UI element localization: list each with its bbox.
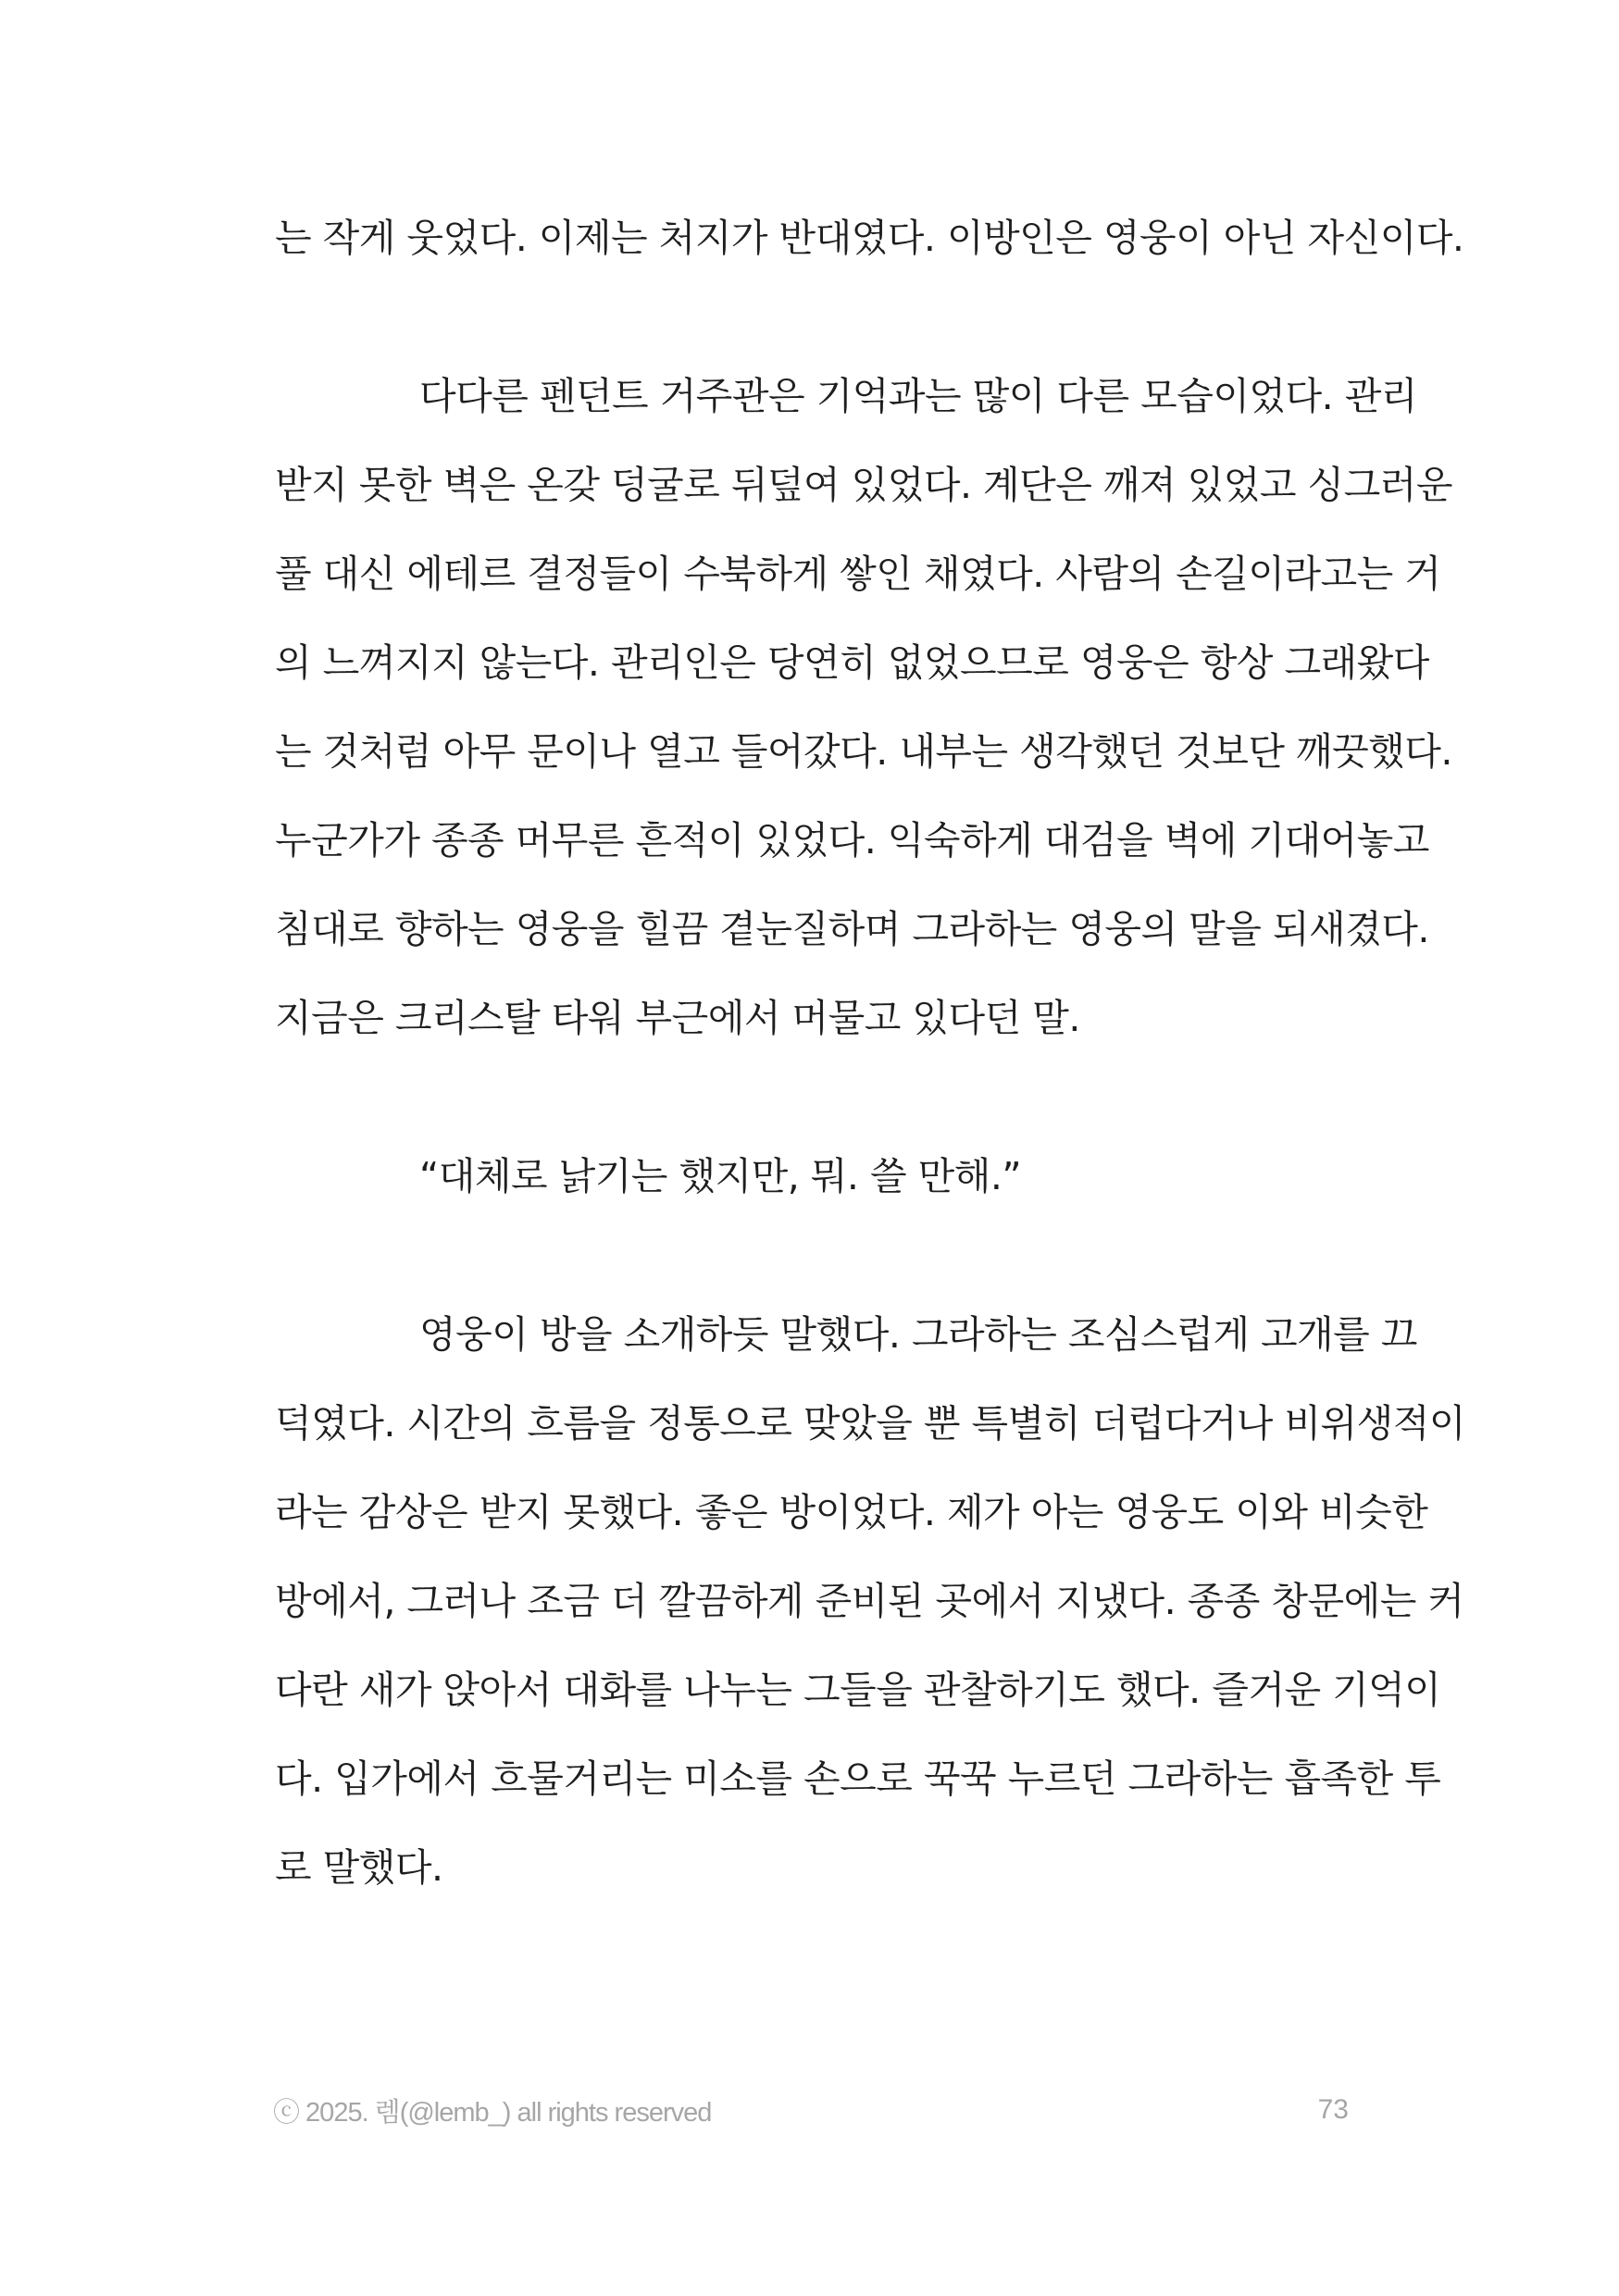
- body-line: 누군가가 종종 머무른 흔적이 있었다. 익숙하게 대검을 벽에 기대어놓고: [275, 818, 1429, 863]
- body-line: 다. 입가에서 흐물거리는 미소를 손으로 꾹꾹 누르던 그라하는 흡족한 투: [275, 1756, 1441, 1801]
- body-line: 로 말했다.: [275, 1845, 443, 1890]
- paragraph-first-line: 다다른 펜던트 거주관은 기억과는 많이 다른 모습이었다. 관리: [419, 374, 1417, 418]
- body-line: 의 느껴지지 않는다. 관리인은 당연히 없었으므로 영웅은 항상 그래왔다: [275, 640, 1429, 685]
- body-line: 는 작게 웃었다. 이제는 처지가 반대였다. 이방인은 영웅이 아닌 자신이다.: [275, 216, 1464, 260]
- body-line: 는 것처럼 아무 문이나 열고 들어갔다. 내부는 생각했던 것보단 깨끗했다.: [275, 729, 1452, 774]
- copyright-notice: ⓒ 2025. 렘(@lemb_) all rights reserved: [273, 2098, 712, 2128]
- dialogue-line: “대체로 낡기는 했지만, 뭐. 쓸 만해.”: [419, 1154, 1022, 1198]
- body-line: 지금은 크리스탈 타워 부근에서 머물고 있다던 말.: [275, 996, 1080, 1040]
- body-line: 풀 대신 에테르 결정들이 수북하게 쌓인 채였다. 사람의 손길이라고는 거: [275, 552, 1441, 596]
- body-line: 침대로 향하는 영웅을 힐끔 곁눈질하며 그라하는 영웅의 말을 되새겼다.: [275, 907, 1429, 951]
- body-line: 라는 감상은 받지 못했다. 좋은 방이었다. 제가 아는 영웅도 이와 비슷한: [275, 1490, 1428, 1534]
- body-line: 다란 새가 앉아서 대화를 나누는 그들을 관찰하기도 했다. 즐거운 기억이: [275, 1668, 1441, 1712]
- paragraph-first-line: 영웅이 방을 소개하듯 말했다. 그라하는 조심스럽게 고개를 끄: [419, 1312, 1417, 1357]
- page-number: 73: [1317, 2094, 1349, 2125]
- body-line: 방에서, 그러나 조금 더 깔끔하게 준비된 곳에서 지냈다. 종종 창문에는 커: [275, 1579, 1464, 1623]
- body-line: 덕였다. 시간의 흐름을 정통으로 맞았을 뿐 특별히 더럽다거나 비위생적이: [275, 1401, 1465, 1446]
- body-line: 받지 못한 벽은 온갖 덩굴로 뒤덮여 있었다. 계단은 깨져 있었고 싱그러운: [275, 463, 1452, 507]
